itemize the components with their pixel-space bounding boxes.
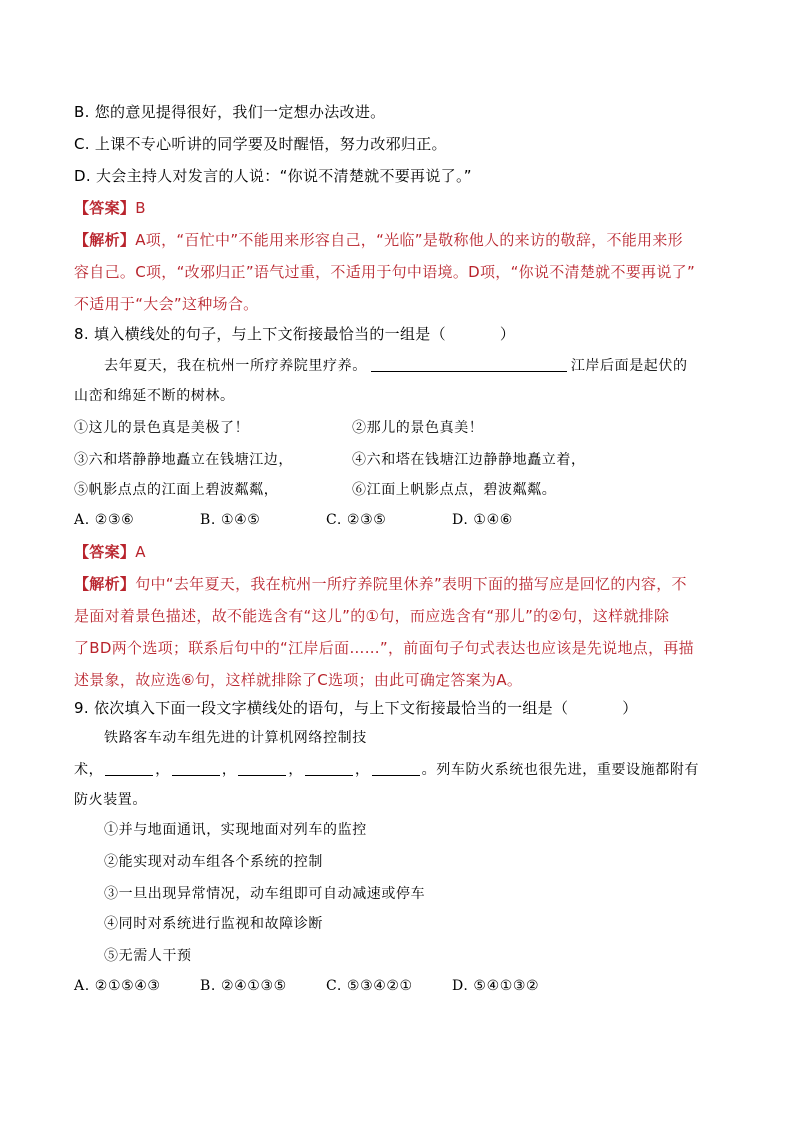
fill-blank (105, 761, 153, 776)
q8-stem (74, 324, 515, 344)
q9-sentence-5: ⑤无需人干预 (104, 948, 192, 964)
sentence-3: ③六和塔静静地矗立在钱塘江边， (74, 452, 293, 468)
q8-analysis-line-3: 了BD两个选项；联系后句中的“江岸后面……”，前面句子句式表达也应该是先说地点，再描 (74, 639, 694, 657)
q9-stem-close: ） (622, 699, 638, 717)
q9-option-c: C. ⑤③④②① (326, 978, 413, 994)
q7-analysis-line-2: 容自己。C项，“改邪归正”语气过重，不适用于句中语境。D项，“你说不清楚就不要再说了” (74, 263, 696, 281)
comma: ， (288, 762, 304, 778)
answer-value: B (135, 199, 146, 217)
comma: ， (155, 762, 170, 778)
q8-passage-line-2: 山峦和绵延不断的树林。 (74, 388, 235, 404)
comma: ， (221, 762, 237, 778)
q8-analysis-line-4: 述景象，故应选⑥句，这样就排除了C选项；由此可确定答案为A。 (74, 671, 523, 689)
q9-passage-line-2 (74, 760, 699, 780)
q9-option-b: B. ②④①③⑤ (200, 978, 287, 994)
q7-analysis-line-3: 不适用于“大会”这种场合。 (74, 295, 259, 313)
sentence-4: ④六和塔在钱塘江边静静地矗立着， (352, 452, 586, 468)
passage-text: 。列车防火系统也很先进，重要设施都附有 (421, 762, 700, 778)
q9-option-a: A. ②①⑤④③ (74, 978, 161, 994)
fill-blank (371, 357, 567, 372)
fill-blank (238, 761, 286, 776)
q8-option-c: C. ②③⑤ (326, 512, 387, 528)
answer-tag: 【答案】 (74, 199, 136, 217)
q7-option-b: B. 您的意见提得很好，我们一定想办法改进。 (74, 103, 386, 121)
q8-analysis-line-1 (74, 574, 687, 594)
analysis-text: 句中“去年夏天，我在杭州一所疗养院里休养”表明下面的描写应是回忆的内容，不 (135, 575, 687, 593)
q9-passage-line-3: 防火装置。 (74, 792, 147, 808)
q9-sentence-2: ②能实现对动车组各个系统的控制 (104, 854, 323, 870)
passage-text: 去年夏天，我在杭州一所疗养院里疗养。 (104, 358, 367, 374)
q8-option-d: D. ①④⑥ (452, 512, 513, 528)
q7-analysis-line-1 (74, 230, 683, 250)
comma: ， (355, 762, 370, 778)
answer-tag: 【答案】 (74, 543, 136, 561)
q8-analysis-line-2: 是面对着景色描述，故不能选含有“这儿”的①句，而应选含有“那儿”的②句，这样就排除 (74, 607, 670, 625)
fill-blank (305, 761, 353, 776)
analysis-text: A项，“百忙中”不能用来形容自己，“光临”是敬称他人的来访的敬辞，不能用来形 (135, 231, 683, 249)
sentence-2: ②那儿的景色真美！ (352, 420, 484, 436)
q9-sentence-4: ④同时对系统进行监视和故障诊断 (104, 916, 323, 932)
q8-stem-close: ） (499, 325, 516, 343)
q8-options (74, 510, 513, 530)
sentence-5: ⑤帆影点点的江面上碧波粼粼， (74, 482, 279, 498)
q8-answer (74, 542, 146, 562)
q8-option-a: A. ②③⑥ (74, 512, 135, 528)
q9-sentence-3: ③一旦出现异常情况，动车组即可自动减速或停车 (104, 886, 426, 902)
analysis-tag: 【解析】 (74, 231, 136, 249)
analysis-tag: 【解析】 (74, 575, 136, 593)
answer-value: A (135, 543, 146, 561)
fill-blank (172, 761, 220, 776)
q8-passage-line-1 (104, 356, 688, 376)
q7-option-c: C. 上课不专心听讲的同学要及时醒悟，努力改邪归正。 (74, 135, 447, 153)
q9-sentence-1: ①并与地面通讯，实现地面对列车的监控 (104, 822, 367, 838)
q8-stem-text: 8. 填入横线处的句子，与上下文衔接最恰当的一组是（ (74, 325, 446, 343)
passage-text: 江岸后面是起伏的 (570, 358, 688, 374)
q9-passage-line-1: 铁路客车动车组先进的计算机网络控制技 (104, 730, 367, 746)
q7-option-d: D. 大会主持人对发言的人说：“你说不清楚就不要再说了。” (74, 167, 472, 185)
passage-text: 术， (74, 762, 104, 778)
sentence-6: ⑥江面上帆影点点，碧波粼粼。 (352, 482, 557, 498)
q9-option-d: D. ⑤④①③② (452, 978, 540, 994)
fill-blank (372, 761, 420, 776)
q8-option-b: B. ①④⑤ (200, 512, 261, 528)
q9-options (74, 976, 539, 996)
q9-stem-text: 9. 依次填入下面一段文字横线处的语句，与上下文衔接最恰当的一组是（ (74, 699, 569, 717)
q9-stem (74, 698, 638, 718)
q8-sentence-row-1 (74, 418, 249, 438)
sentence-1: ①这儿的景色真是美极了！ (74, 420, 250, 436)
q7-answer (74, 198, 146, 218)
